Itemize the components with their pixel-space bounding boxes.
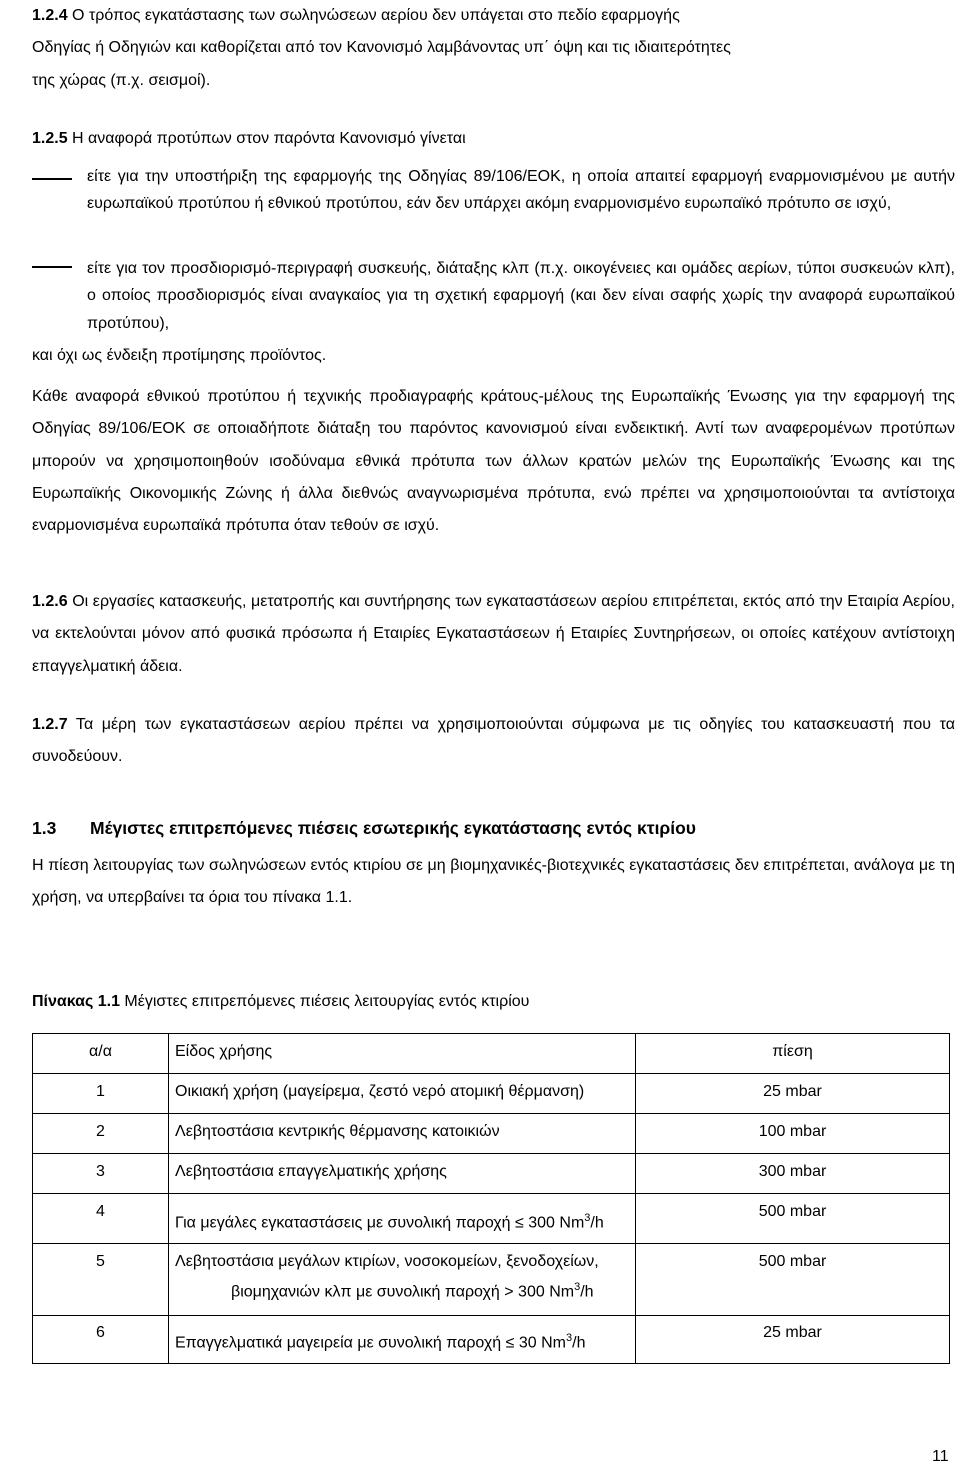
row-number: 1 [33, 1074, 169, 1114]
pressure-table [32, 1033, 950, 1364]
row-pressure: 300 mbar [636, 1154, 950, 1194]
table-row [33, 1244, 950, 1316]
use-text-line1: Λεβητοστάσια μεγάλων κτιρίων, νοσοκομείων, ξενοδοχείων, [175, 1253, 599, 1270]
row-pressure: 25 mbar [636, 1316, 950, 1364]
row-use: Λεβητοστάσια επαγγελματικής χρήσης [169, 1154, 636, 1194]
closing-line: και όχι ως ένδειξη προτίμησης προϊόντος. [32, 347, 327, 364]
section-heading-1-3 [32, 818, 696, 839]
bullet-item-1: είτε για την υποστήριξη της εφαρμογής της Οδηγίας 89/106/ΕΟΚ, η οποία απαιτεί εφαρμογή εναρμονισμένου με αυτήν ευρωπαϊκού προτύπου ή εθνικού προτύπου, εάν δεν υπάρχει ακόμη εναρμονισμένο ευρωπαϊκό πρότυπο σε ισχύ, [87, 168, 955, 213]
paragraph-1-3: Η πίεση λειτουργίας των σωληνώσεων εντός κτιρίου σε μη βιομηχανικές-βιοτεχνικές εγκαταστάσεις δεν επιτρέπεται, ανάλογα με τη χρήση, να υπερβαίνει τα όρια του πίνακα 1.1. [32, 857, 955, 907]
paragraph-1-2-7 [32, 709, 955, 774]
table-header-row [33, 1034, 950, 1074]
row-use [169, 1316, 636, 1364]
use-text: βιομηχανιών κλπ με συνολική παροχή > 300 Nm [231, 1283, 575, 1301]
bullet-dash [32, 266, 72, 268]
paragraph-standards-note: Κάθε αναφορά εθνικού προτύπου ή τεχνικής προδιαγραφής κράτους-μέλους της Ευρωπαϊκής Ένωσης για την εφαρμογή της Οδηγίας 89/106/ΕΟΚ σε οποιαδήποτε διάταξη του παρόντος κανονισμού είναι ενδεικτική. Αντί των αναφερομένων προτύπων μπορούν να χρησιμοποιηθούν ισοδύναμα εθνικά πρότυπα των άλλων κρατών μελών της Ευρωπαϊκής Ένωσης και της Ευρωπαϊκής Οικονομικής Ζώνης ή άλλα διεθνώς αναγνωρισμένα πρότυπα, ενώ πρέπει να χρησιμοποιούνται τα αντίστοιχα εναρμονισμένα ευρωπαϊκά πρότυπα όταν τεθούν σε ισχύ. [32, 388, 955, 535]
section-number: 1.3 [32, 818, 57, 838]
row-number: 5 [33, 1244, 169, 1316]
table-caption [32, 993, 529, 1011]
text-line: της χώρας (π.χ. σεισμοί). [32, 71, 211, 89]
use-text: Για μεγάλες εγκαταστάσεις με συνολική παροχή ≤ 300 Nm [175, 1214, 585, 1232]
bullet-item-2: είτε για τον προσδιορισμό-περιγραφή συσκευής, διάταξης κλπ (π.χ. οικογένειες και ομάδες αερίων, τύποι συσκευών κλπ), ο οποίος προσδιορισμός είναι αναγκαίος για τη σχετική εφαρμογή (και δεν είναι σαφής χωρίς την αναφορά ευρωπαϊκού προτύπου), [87, 260, 955, 332]
paragraph-1-2-6 [32, 586, 955, 683]
row-pressure: 500 mbar [636, 1194, 950, 1244]
row-pressure: 25 mbar [636, 1074, 950, 1114]
header-cell-pressure: πίεση [636, 1034, 950, 1074]
row-pressure: 100 mbar [636, 1114, 950, 1154]
intro-text: Η αναφορά προτύπων στον παρόντα Κανονισμό γίνεται [72, 130, 466, 147]
use-unit: /h [572, 1334, 586, 1352]
paragraph-1-2-4 [32, 0, 955, 97]
paragraph-text: Τα μέρη των εγκαταστάσεων αερίου πρέπει να χρησιμοποιούνται σύμφωνα με τις οδηγίες του κατασκευαστή που τα συνοδεύουν. [32, 716, 956, 766]
table-row [33, 1074, 950, 1114]
row-number: 6 [33, 1316, 169, 1364]
table-caption-text: Μέγιστες επιτρεπόμενες πιέσεις λειτουργίας εντός κτιρίου [119, 993, 530, 1010]
table-row [33, 1316, 950, 1364]
use-text: Επαγγελματικά μαγειρεία με συνολική παροχή ≤ 30 Nm [175, 1334, 566, 1352]
use-text-line2 [175, 1281, 635, 1301]
superscript: 3 [574, 1281, 581, 1293]
row-use [169, 1194, 636, 1244]
paragraph-1-2-5-intro [32, 123, 955, 155]
table-row [33, 1154, 950, 1194]
table-row [33, 1194, 950, 1244]
header-cell-number: α/α [33, 1034, 169, 1074]
row-number: 2 [33, 1114, 169, 1154]
section-title: Μέγιστες επιτρεπόμενες πιέσεις εσωτερικής εγκατάστασης εντός κτιρίου [90, 818, 696, 838]
row-use: Λεβητοστάσια κεντρικής θέρμανσης κατοικιών [169, 1114, 636, 1154]
header-cell-use: Είδος χρήσης [169, 1034, 636, 1074]
text-line: Οδηγίας ή Οδηγιών και καθορίζεται από τον Κανονισμό λαμβάνοντας υπ΄ όψη και τις ιδιαιτερότητες [32, 39, 731, 57]
section-number: 1.2.6 [32, 593, 68, 610]
row-number: 3 [33, 1154, 169, 1194]
row-use: Οικιακή χρήση (μαγείρεμα, ζεστό νερό ατομική θέρμανση) [169, 1074, 636, 1114]
page-number: 11 [932, 1448, 949, 1465]
row-use [169, 1244, 636, 1316]
superscript: 3 [566, 1332, 573, 1344]
table-row [33, 1114, 950, 1154]
row-pressure: 500 mbar [636, 1244, 950, 1316]
use-unit: /h [590, 1214, 604, 1232]
section-number: 1.2.7 [32, 716, 68, 733]
superscript: 3 [584, 1212, 591, 1224]
table-label: Πίνακας 1.1 [32, 993, 120, 1010]
row-number: 4 [33, 1194, 169, 1244]
section-number: 1.2.5 [32, 130, 68, 147]
bullet-dash [32, 178, 72, 180]
use-unit: /h [580, 1283, 594, 1301]
section-number: 1.2.4 [32, 7, 68, 24]
text-line: Ο τρόπος εγκατάστασης των σωληνώσεων αερίου δεν υπάγεται στο πεδίο εφαρμογής [72, 7, 680, 24]
paragraph-text: Οι εργασίες κατασκευής, μετατροπής και συντήρησης των εγκαταστάσεων αερίου επιτρέπεται, εκτός από την Εταιρία Αερίου, να εκτελούνται μόνον από φυσικά πρόσωπα ή Εταιρίες Εγκαταστάσεων ή Εταιρίες Συντηρήσεων, οι οποίες κατέχουν αντίστοιχη επαγγελματική άδεια. [32, 593, 955, 675]
